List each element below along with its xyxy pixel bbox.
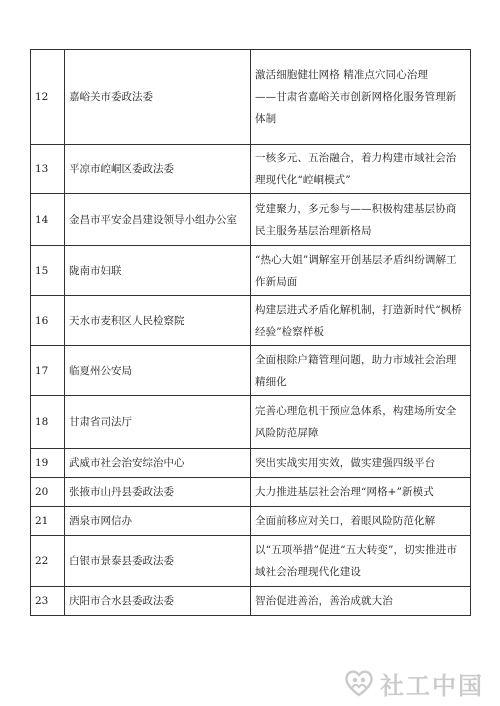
row-number: 15 — [31, 246, 65, 296]
row-number: 19 — [31, 449, 65, 478]
row-title: 党建聚力，多元参与——积极构建基层协商民主服务基层治理新格局 — [251, 194, 471, 246]
row-number: 20 — [31, 478, 65, 507]
row-title: 全面前移应对关口，着眼风险防范化解 — [251, 507, 471, 536]
row-unit: 甘肃省司法厅 — [65, 396, 251, 449]
row-unit: 嘉峪关市委政法委 — [65, 50, 251, 145]
table-row — [31, 507, 471, 536]
table-row — [31, 536, 471, 587]
table-row — [31, 449, 471, 478]
table-row — [31, 346, 471, 396]
watermark-text: 社工中国 — [380, 671, 484, 700]
heart-people-logo-icon — [344, 669, 374, 697]
row-unit: 金昌市平安金昌建设领导小组办公室 — [65, 194, 251, 246]
row-title — [251, 50, 471, 145]
watermark — [344, 668, 484, 698]
row-title: 完善心理危机干预应急体系，构建场所安全风险防范屏障 — [251, 396, 471, 449]
row-unit: 武威市社会治安综治中心 — [65, 449, 251, 478]
row-number: 14 — [31, 194, 65, 246]
row-number: 22 — [31, 536, 65, 587]
row-title: “热心大姐”调解室开创基层矛盾纠纷调解工作新局面 — [251, 246, 471, 296]
row-unit: 酒泉市网信办 — [65, 507, 251, 536]
row-unit: 白银市景泰县委政法委 — [65, 536, 251, 587]
row-number: 18 — [31, 396, 65, 449]
table-row — [31, 50, 471, 145]
table-row — [31, 145, 471, 194]
row-number: 12 — [31, 50, 65, 145]
row-unit: 陇南市妇联 — [65, 246, 251, 296]
table-row — [31, 296, 471, 346]
row-number: 16 — [31, 296, 65, 346]
row-number: 13 — [31, 145, 65, 194]
row-title-line: 激活细胞健壮网格 精准点穴同心治理 — [255, 69, 429, 81]
row-title: 智治促进善治，善治成就大治 — [251, 587, 471, 616]
row-title: 大力推进基层社会治理“网格+”新模式 — [251, 478, 471, 507]
row-number: 21 — [31, 507, 65, 536]
row-title: 全面根除户籍管理问题，助力市域社会治理精细化 — [251, 346, 471, 396]
row-unit: 张掖市山丹县委政法委 — [65, 478, 251, 507]
row-unit: 天水市麦积区人民检察院 — [65, 296, 251, 346]
row-unit: 平凉市崆峒区委政法委 — [65, 145, 251, 194]
row-title: 以“五项举措”促进“五大转变”，切实推进市域社会治理现代化建设 — [251, 536, 471, 587]
row-title: 突出实战实用实效，做实建强四级平台 — [251, 449, 471, 478]
row-number: 23 — [31, 587, 65, 616]
row-title-line: ——甘肃省嘉峪关市创新网格化服务管理新体制 — [255, 91, 457, 125]
row-number: 17 — [31, 346, 65, 396]
table-row — [31, 396, 471, 449]
table-row — [31, 478, 471, 507]
row-title: 一核多元、五治融合，着力构建市域社会治理现代化“崆峒模式” — [251, 145, 471, 194]
table-body — [31, 50, 471, 616]
case-list-table — [30, 49, 471, 616]
row-title: 构建层进式矛盾化解机制，打造新时代“枫桥经验”检察样板 — [251, 296, 471, 346]
row-unit: 庆阳市合水县委政法委 — [65, 587, 251, 616]
table-row — [31, 246, 471, 296]
row-unit: 临夏州公安局 — [65, 346, 251, 396]
table-row — [31, 194, 471, 246]
table-row — [31, 587, 471, 616]
